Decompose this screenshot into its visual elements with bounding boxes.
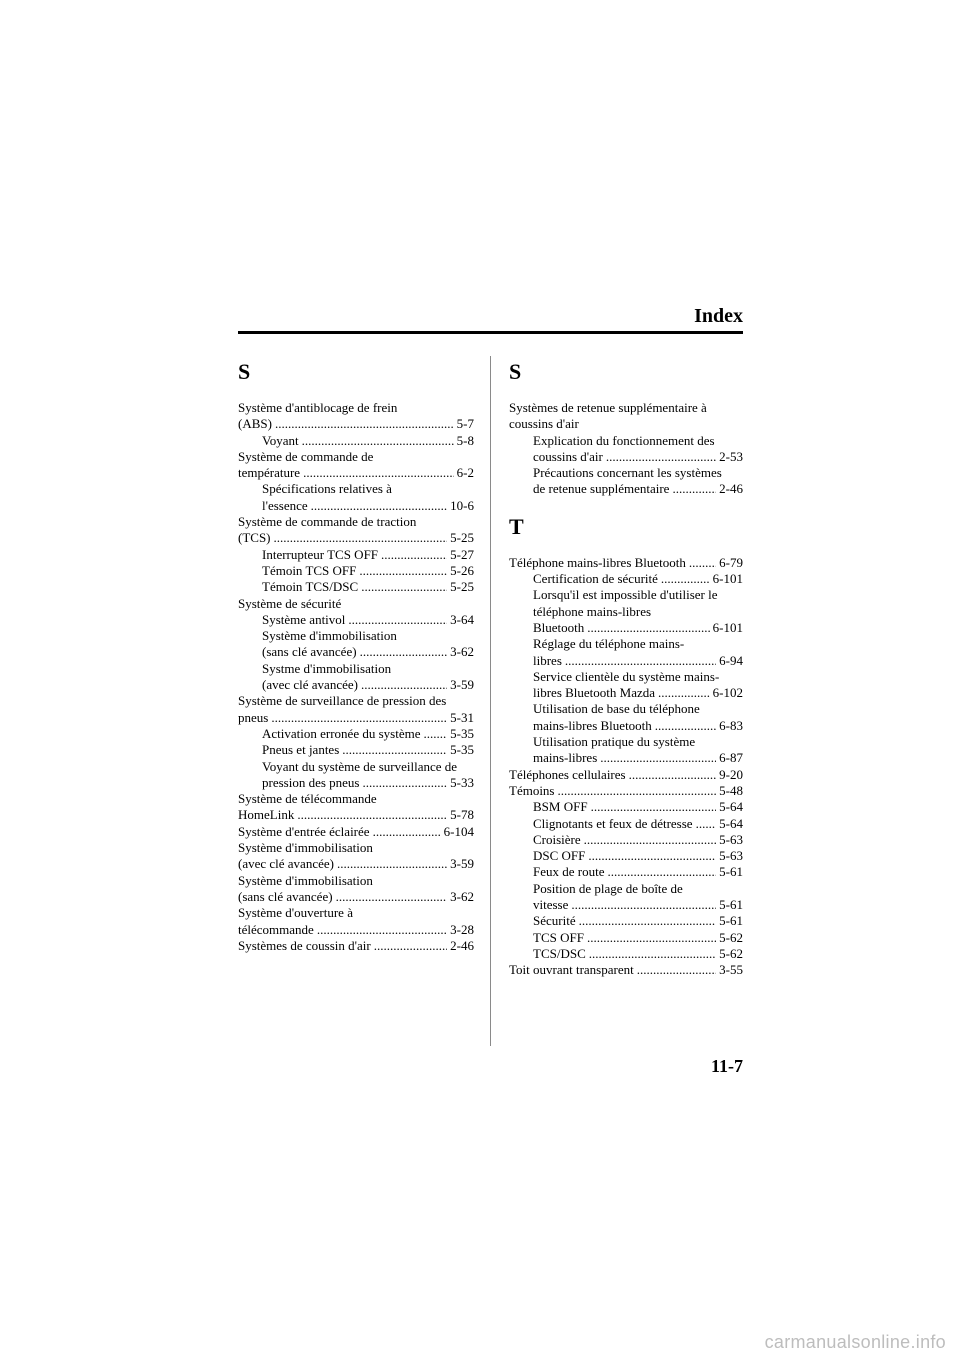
index-entry-text: mains-libres Bluetooth xyxy=(533,717,652,733)
index-entry-line xyxy=(509,400,743,416)
index-entry-list xyxy=(509,555,743,979)
index-entry-text: mains-libres xyxy=(533,750,598,766)
page-reference: 3-55 xyxy=(719,962,743,978)
index-entry-text: Système d'ouverture à xyxy=(238,905,353,921)
leader-dots xyxy=(297,807,447,823)
page-reference: 6-2 xyxy=(456,465,474,481)
index-entry-line xyxy=(238,563,474,579)
index-entry-text: Croisière xyxy=(533,831,581,847)
index-entry-line xyxy=(238,905,474,921)
leader-dots xyxy=(672,481,716,497)
section-letter-s: S xyxy=(238,359,251,384)
index-entry-line xyxy=(509,962,743,978)
index-entry-line xyxy=(509,587,743,603)
index-entry-line xyxy=(238,498,474,514)
index-entry-line xyxy=(238,433,474,449)
page-reference: 9-20 xyxy=(719,766,743,782)
index-entry-text: Téléphones cellulaires xyxy=(509,766,626,782)
index-entry-line xyxy=(509,620,743,636)
index-entry-line xyxy=(238,922,474,938)
index-entry-line xyxy=(509,465,743,481)
leader-dots xyxy=(423,726,447,742)
index-entry-text: Système de télécommande xyxy=(238,791,377,807)
index-entry-line xyxy=(509,832,743,848)
index-entry-text: Système de sécurité xyxy=(238,595,342,611)
index-entry-line xyxy=(509,783,743,799)
leader-dots xyxy=(360,644,448,660)
index-entry-text: Sécurité xyxy=(533,913,576,929)
index-entry-text: Système d'antiblocage de frein xyxy=(238,400,398,415)
leader-dots xyxy=(275,416,454,432)
page-reference: 5-61 xyxy=(719,913,743,929)
leader-dots xyxy=(363,775,448,791)
index-entry-text: Système d'immobilisation xyxy=(262,628,397,644)
column-divider xyxy=(490,356,491,1046)
page-reference: 10-6 xyxy=(450,497,474,513)
page-reference: 5-33 xyxy=(450,774,474,790)
leader-dots xyxy=(311,498,448,514)
index-entry-text: Interrupteur TCS OFF xyxy=(262,546,379,562)
index-entry-line xyxy=(238,742,474,758)
index-entry-line xyxy=(238,530,474,546)
index-entry-line xyxy=(238,677,474,693)
leader-dots xyxy=(271,710,447,726)
leader-dots xyxy=(587,620,709,636)
leader-dots xyxy=(607,864,716,880)
index-entry-line xyxy=(238,938,474,954)
page-reference: 5-61 xyxy=(719,864,743,880)
index-entry-text: Pneus et jantes xyxy=(262,742,340,758)
leader-dots xyxy=(661,571,710,587)
page-reference: 5-78 xyxy=(450,807,474,823)
header-divider xyxy=(238,331,743,334)
index-entry-line xyxy=(238,547,474,563)
page-reference: 5-26 xyxy=(450,562,474,578)
page-reference: 5-61 xyxy=(719,897,743,913)
index-entry-text: Position de plage de boîte de xyxy=(533,880,683,896)
page-reference: 3-59 xyxy=(450,856,474,872)
index-entry-line xyxy=(509,636,743,652)
index-entry-text: température xyxy=(238,465,301,481)
index-entry-text: de retenue supplémentaire xyxy=(533,481,670,497)
index-entry-line xyxy=(238,775,474,791)
index-column-right xyxy=(509,356,743,979)
index-entry-text: Précautions concernant les systèmes xyxy=(533,465,722,481)
index-entry-line xyxy=(238,612,474,628)
section-letter-t: T xyxy=(509,513,524,539)
index-entry-text: Voyant xyxy=(262,432,299,448)
index-entry-text: Systme d'immobilisation xyxy=(262,660,392,676)
index-entry-text: (TCS) xyxy=(238,530,271,546)
index-entry-text: Service clientèle du système mains- xyxy=(533,668,720,684)
leader-dots xyxy=(696,816,717,832)
leader-dots xyxy=(348,612,447,628)
leader-dots xyxy=(558,783,717,799)
index-entry-line xyxy=(509,555,743,571)
index-entry-text: BSM OFF xyxy=(533,799,588,815)
page-reference: 6-101 xyxy=(712,571,743,587)
index-entry-line xyxy=(238,856,474,872)
index-entry-text: coussins d'air xyxy=(509,416,579,432)
index-entry-line xyxy=(509,734,743,750)
page-reference: 2-46 xyxy=(450,937,474,953)
index-entry-text: Système de commande de traction xyxy=(238,514,417,530)
index-entry-line xyxy=(509,449,743,465)
leader-dots xyxy=(302,433,454,449)
leader-dots xyxy=(584,832,717,848)
index-entry-line xyxy=(509,669,743,685)
index-entry-line xyxy=(509,433,743,449)
index-entry-text: Système d'immobilisation xyxy=(238,872,373,888)
page-header-title: Index xyxy=(694,305,743,327)
index-entry-text: TCS OFF xyxy=(533,929,584,945)
leader-dots xyxy=(381,547,447,563)
page-reference: 3-59 xyxy=(450,677,474,693)
index-entry-line xyxy=(238,596,474,612)
index-entry-line xyxy=(509,653,743,669)
index-entry-text: Réglage du téléphone mains- xyxy=(533,636,685,652)
page-reference: 5-31 xyxy=(450,709,474,725)
page-reference: 5-25 xyxy=(450,579,474,595)
page-reference: 5-7 xyxy=(456,416,474,432)
leader-dots xyxy=(689,555,716,571)
index-entry-text: Systèmes de coussin d'air xyxy=(238,937,371,953)
index-entry-line xyxy=(238,807,474,823)
leader-dots xyxy=(274,530,448,546)
leader-dots xyxy=(317,922,447,938)
leader-dots xyxy=(571,897,716,913)
leader-dots xyxy=(336,889,448,905)
index-entry-line xyxy=(509,864,743,880)
page-reference: 5-63 xyxy=(719,848,743,864)
index-entry-text: Téléphone mains-libres Bluetooth xyxy=(509,554,686,570)
index-entry-list xyxy=(509,400,743,498)
page-reference: 3-62 xyxy=(450,644,474,660)
index-entry-line xyxy=(509,481,743,497)
page-reference: 5-35 xyxy=(450,725,474,741)
index-entry-line xyxy=(509,685,743,701)
page-reference: 6-87 xyxy=(719,750,743,766)
leader-dots xyxy=(658,685,710,701)
page-reference: 5-64 xyxy=(719,799,743,815)
index-entry-text: Système de commande de xyxy=(238,448,374,464)
index-entry-line xyxy=(509,718,743,734)
index-entry-text: (avec clé avancée) xyxy=(238,856,334,872)
index-entry-text: libres xyxy=(533,652,562,668)
index-column-left xyxy=(238,356,474,954)
section-letter-s: S xyxy=(509,359,522,384)
index-entry-line xyxy=(238,644,474,660)
index-entry-list xyxy=(238,400,474,954)
page-reference: 5-62 xyxy=(719,945,743,961)
page-reference: 6-83 xyxy=(719,717,743,733)
index-entry-line xyxy=(238,840,474,856)
index-entry-text: pneus xyxy=(238,709,269,725)
leader-dots xyxy=(374,938,447,954)
leader-dots xyxy=(579,913,717,929)
index-entry-text: Témoin TCS OFF xyxy=(262,562,357,578)
index-entry-line xyxy=(238,710,474,726)
index-entry-line xyxy=(509,750,743,766)
index-entry-text: Certification de sécurité xyxy=(533,571,658,587)
index-entry-text: Explication du fonctionnement des xyxy=(533,432,715,448)
page-reference: 3-28 xyxy=(450,921,474,937)
index-entry-text: Feux de route xyxy=(533,864,605,880)
index-entry-text: Lorsqu'il est impossible d'utiliser le xyxy=(533,587,718,603)
index-entry-text: TCS/DSC xyxy=(533,945,586,961)
index-entry-line xyxy=(509,604,743,620)
index-entry-text: l'essence xyxy=(262,497,308,513)
leader-dots xyxy=(359,563,447,579)
index-entry-text: Utilisation pratique du système xyxy=(533,734,696,750)
index-entry-text: Spécifications relatives à xyxy=(262,481,392,497)
page-reference: 5-63 xyxy=(719,831,743,847)
leader-dots xyxy=(629,767,717,783)
watermark: carmanualsonline.info xyxy=(764,1332,946,1352)
page-reference: 5-25 xyxy=(450,530,474,546)
index-entry-text: téléphone mains-libres xyxy=(533,603,652,619)
index-entry-line xyxy=(509,767,743,783)
page-reference: 3-62 xyxy=(450,888,474,904)
page-reference: 5-8 xyxy=(456,432,474,448)
page-reference: 5-48 xyxy=(719,782,743,798)
leader-dots xyxy=(589,946,716,962)
leader-dots xyxy=(637,962,716,978)
index-entry-text: Toit ouvrant transparent xyxy=(509,962,634,978)
leader-dots xyxy=(591,799,717,815)
page-reference: 5-35 xyxy=(450,742,474,758)
index-entry-text: HomeLink xyxy=(238,807,295,823)
index-entry-line xyxy=(238,873,474,889)
leader-dots xyxy=(606,449,716,465)
index-entry-text: DSC OFF xyxy=(533,848,586,864)
leader-dots xyxy=(588,848,716,864)
index-entry-text: Bluetooth xyxy=(533,619,585,635)
index-entry-line xyxy=(509,881,743,897)
index-entry-line xyxy=(509,571,743,587)
leader-dots xyxy=(655,718,716,734)
index-entry-line xyxy=(509,946,743,962)
index-entry-line xyxy=(238,416,474,432)
index-entry-line xyxy=(238,628,474,644)
leader-dots xyxy=(587,930,716,946)
index-entry-text: pression des pneus xyxy=(262,774,360,790)
index-entry-text: coussins d'air xyxy=(533,448,603,464)
index-entry-line xyxy=(238,449,474,465)
leader-dots xyxy=(342,742,447,758)
index-entry-text: (sans clé avancée) xyxy=(262,644,357,660)
index-entry-line xyxy=(509,930,743,946)
leader-dots xyxy=(303,465,454,481)
leader-dots xyxy=(361,579,447,595)
leader-dots xyxy=(565,653,716,669)
index-entry-text: Témoin TCS/DSC xyxy=(262,579,359,595)
index-entry-text: libres Bluetooth Mazda xyxy=(533,685,656,701)
page-reference: 2-46 xyxy=(719,481,743,497)
page-reference: 5-64 xyxy=(719,815,743,831)
leader-dots xyxy=(600,750,716,766)
index-entry-line xyxy=(509,416,743,432)
index-entry-text: Système de surveillance de pression des xyxy=(238,693,447,709)
index-entry-line xyxy=(238,726,474,742)
index-entry-text: Voyant du système de surveillance de xyxy=(262,758,458,774)
index-entry-line xyxy=(238,889,474,905)
index-entry-text: Clignotants et feux de détresse xyxy=(533,815,693,831)
page-number: 11-7 xyxy=(710,1056,743,1076)
page-reference: 5-62 xyxy=(719,929,743,945)
page-reference: 6-102 xyxy=(712,685,743,701)
index-entry-line xyxy=(238,759,474,775)
index-entry-line xyxy=(238,661,474,677)
index-entry-line xyxy=(509,701,743,717)
index-entry-line xyxy=(238,481,474,497)
index-entry-line xyxy=(238,791,474,807)
index-entry-line xyxy=(509,816,743,832)
index-entry-line xyxy=(509,913,743,929)
page-reference: 6-101 xyxy=(712,619,743,635)
index-entry-line xyxy=(238,693,474,709)
index-entry-line xyxy=(509,799,743,815)
page-reference: 3-64 xyxy=(450,611,474,627)
page-reference: 5-27 xyxy=(450,546,474,562)
page-reference: 6-79 xyxy=(719,554,743,570)
index-entry-line xyxy=(238,400,474,416)
index-entry-line xyxy=(238,465,474,481)
index-entry-line xyxy=(509,848,743,864)
index-entry-line xyxy=(238,824,474,840)
index-entry-text: (sans clé avancée) xyxy=(238,888,333,904)
index-entry-text: Système d'immobilisation xyxy=(238,840,373,856)
index-entry-text: vitesse xyxy=(533,897,569,913)
index-entry-line xyxy=(238,514,474,530)
index-entry-text: Système d'entrée éclairée xyxy=(238,823,370,839)
index-entry-text: télécommande xyxy=(238,921,314,937)
leader-dots xyxy=(337,856,447,872)
leader-dots xyxy=(361,677,447,693)
page-reference: 6-94 xyxy=(719,652,743,668)
index-entry-text: Système antivol xyxy=(262,611,346,627)
page-reference: 6-104 xyxy=(443,823,474,839)
index-entry-text: (avec clé avancée) xyxy=(262,677,358,693)
index-entry-line xyxy=(238,579,474,595)
index-entry-text: Témoins xyxy=(509,782,555,798)
index-entry-text: Activation erronée du système xyxy=(262,725,421,741)
index-entry-text: Systèmes de retenue supplémentaire à xyxy=(509,400,707,415)
index-entry-text: (ABS) xyxy=(238,416,272,432)
index-entry-text: Utilisation de base du téléphone xyxy=(533,701,700,717)
index-entry-line xyxy=(509,897,743,913)
page-reference: 2-53 xyxy=(719,448,743,464)
leader-dots xyxy=(373,824,441,840)
